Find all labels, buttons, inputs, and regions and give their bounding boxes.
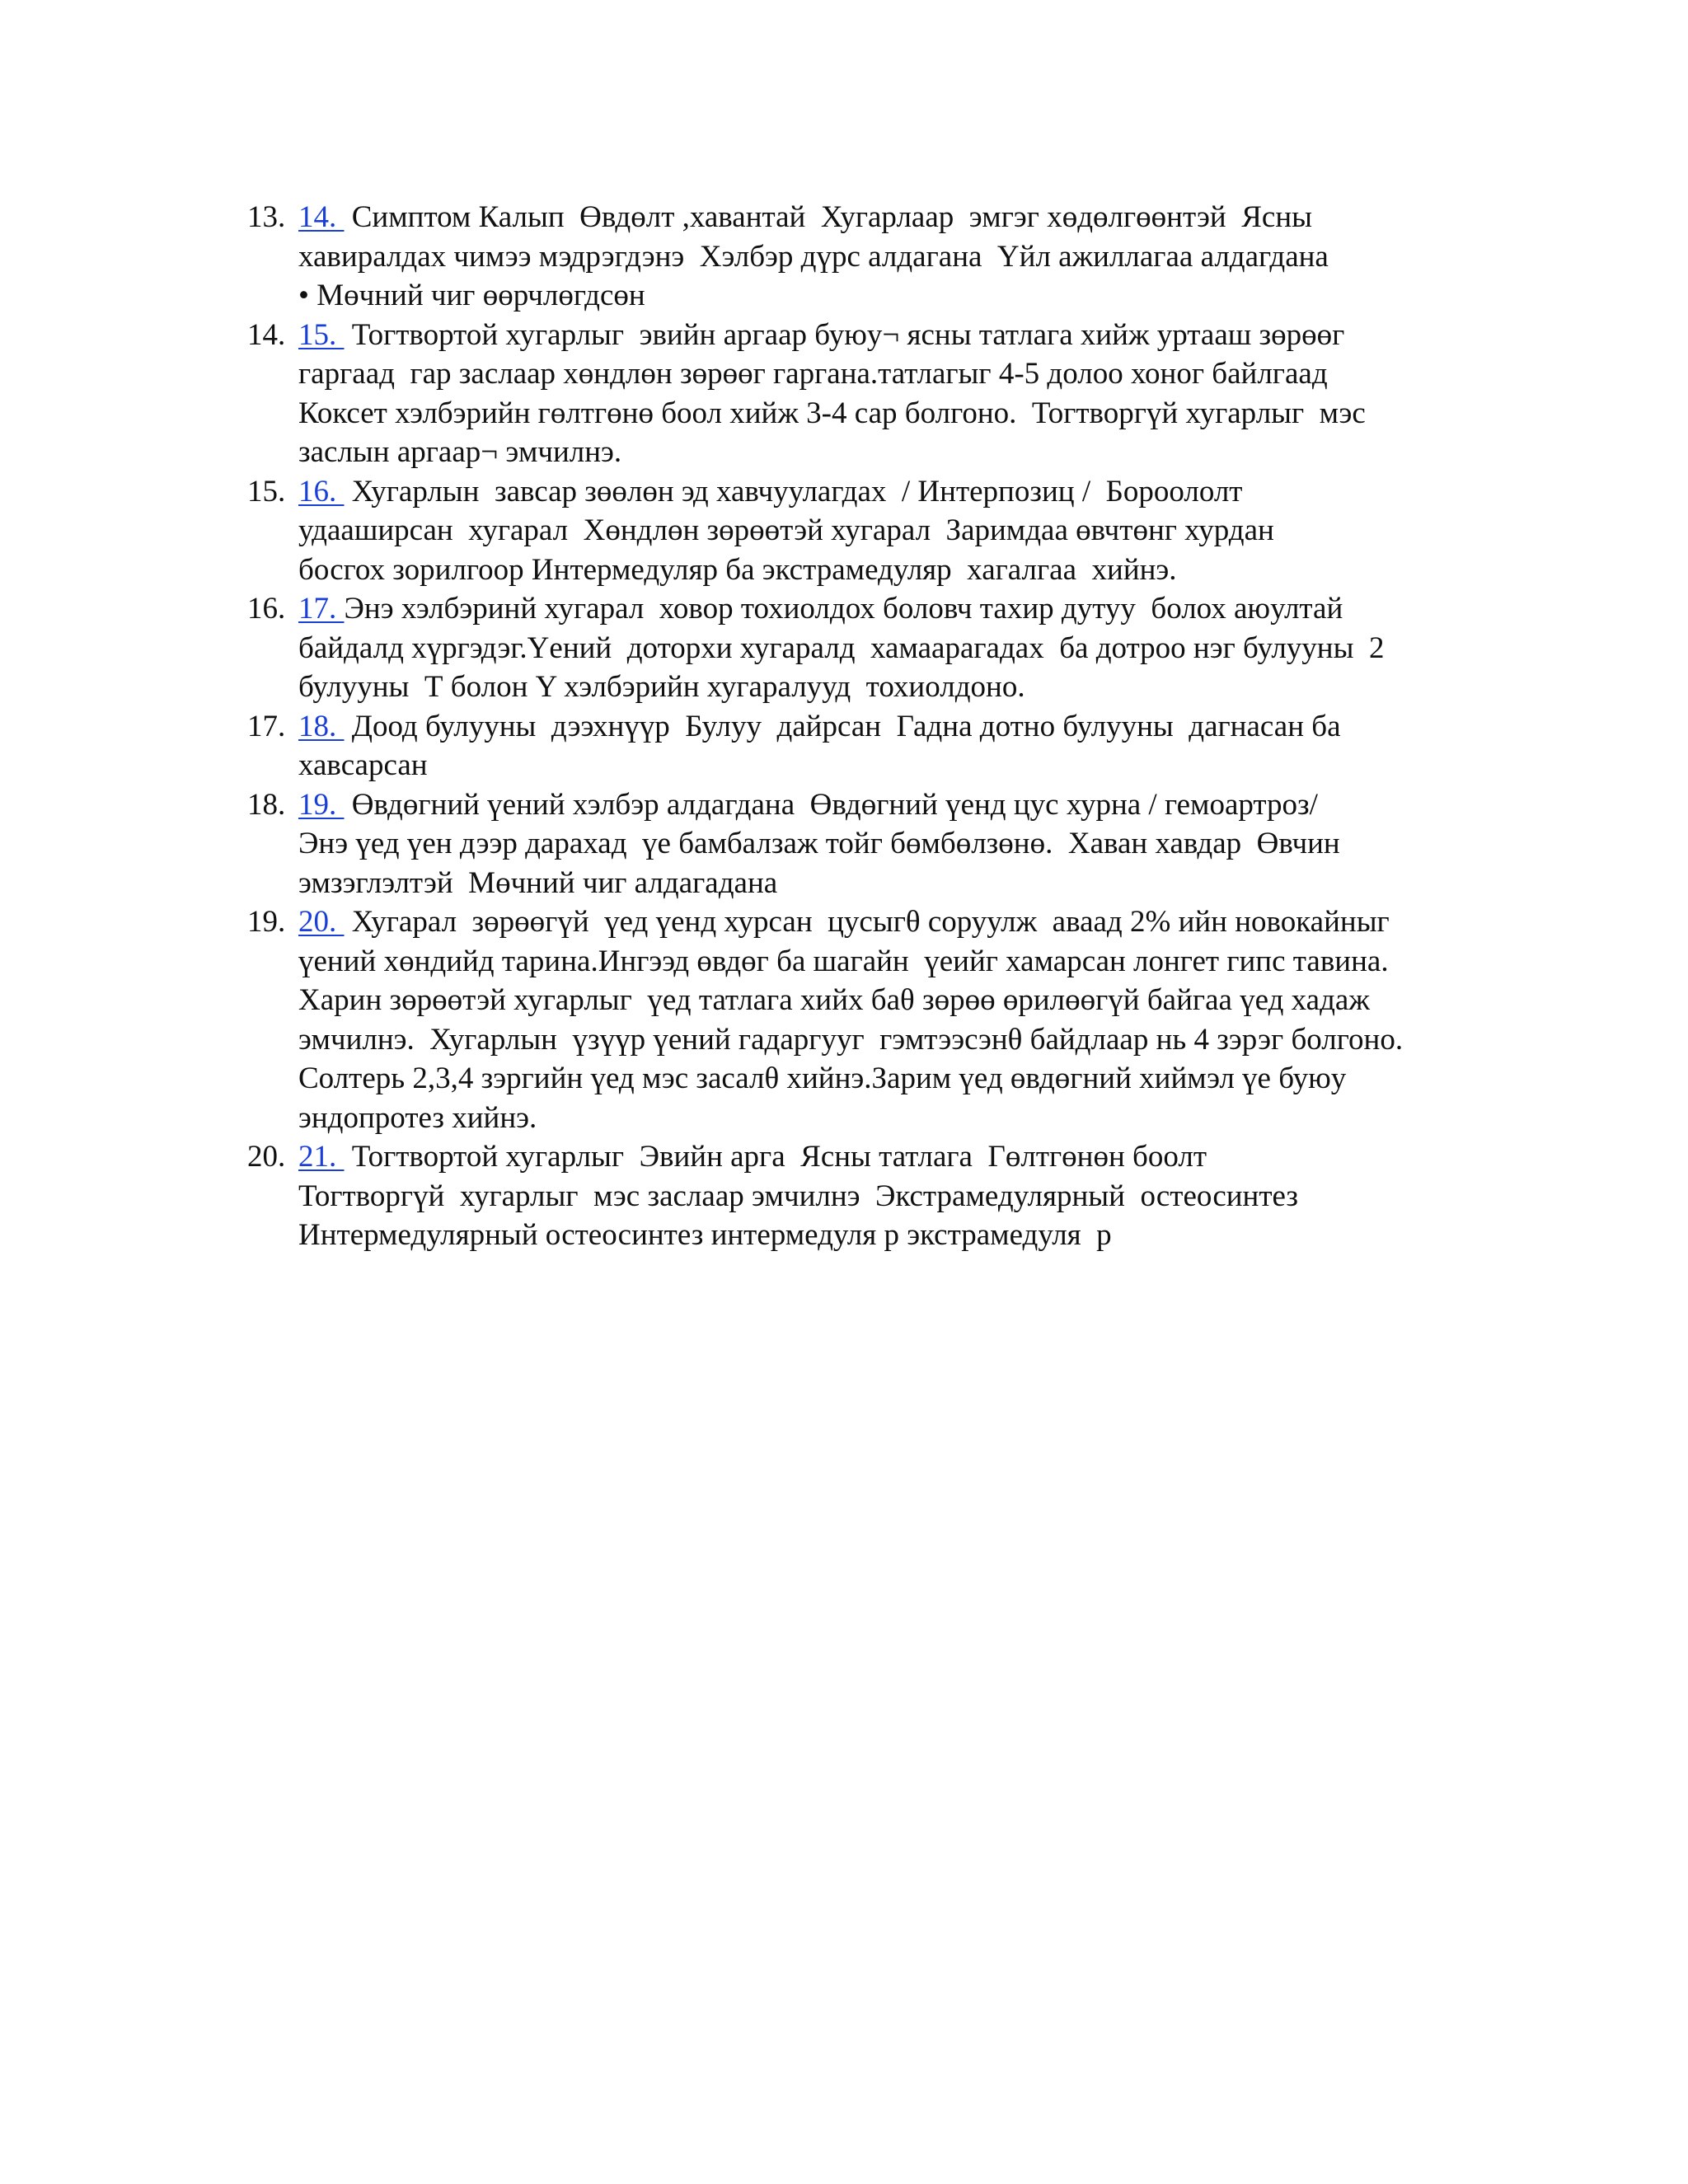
item-number: 14. <box>247 317 286 352</box>
reference-link[interactable]: 16. <box>298 474 345 509</box>
reference-link[interactable]: 21. <box>298 1140 345 1174</box>
numbered-list <box>247 198 1508 1255</box>
item-line: байдалд хүргэдэг.Үений доторхи хугаралд хамаарагадах ба дотроо нэг булууны 2 <box>298 630 1385 665</box>
item-line: Солтерь 2,3,4 зэргийн үед мэс засалθ хийнэ.Зарим үед өвдөгний хиймэл үе буюу <box>298 1062 1347 1095</box>
item-line: эмзэглэлтэй Мөчний чиг алдагадана <box>298 865 778 900</box>
item-line <box>298 1137 1508 1177</box>
item-line: Коксет хэлбэрийн гөлтгөнө боол хийж 3-4 сар болгоно. Тогтворгүй хугарлыг мэс <box>298 396 1366 430</box>
item-text: Хугарлын завсар зөөлөн эд хавчуулагдах / Интерпозиц / Бороололт <box>344 474 1243 509</box>
list-item <box>247 707 1508 785</box>
item-line: эндопротез хийнэ. <box>298 1100 537 1135</box>
list-item <box>247 198 1508 316</box>
item-line: үений хөндийд тарина.Ингээд өвдөг ба шагайн үеийг хамарсан лонгет гипс тавина. <box>298 944 1389 978</box>
item-line <box>298 902 1508 942</box>
item-content <box>298 589 1508 707</box>
reference-link[interactable]: 15. <box>298 317 345 352</box>
item-number: 19. <box>247 905 286 939</box>
item-line: Интермедулярный остеосинтез интермедуля р экстрамедуля р <box>298 1218 1112 1252</box>
item-content <box>298 785 1508 903</box>
list-item <box>247 472 1508 590</box>
item-number: 17. <box>247 709 286 743</box>
item-text: Доод булууны дээхнүүр Булуу дайрсан Гадна дотно булууны дагнасан ба <box>344 709 1341 743</box>
item-text: Тогтвортой хугарлыг Эвийн арга Ясны татлага Гөлтгөнөн боолт <box>344 1140 1207 1174</box>
item-line: Энэ үед үен дээр дарахад үе бамбалзаж тойг бөмбөлзөнө. Хаван хавдар Өвчин <box>298 827 1340 860</box>
item-text: Тогтвортой хугарлыг эвийн аргаар буюу¬ ясны татлага хийж уртааш зөрөөг <box>344 317 1345 352</box>
list-item <box>247 316 1508 472</box>
item-number: 16. <box>247 592 286 626</box>
item-number: 18. <box>247 787 286 822</box>
item-line: эмчилнэ. Хугарлын үзүүр үений гадаргууг гэмтээсэнθ байдлаар нь 4 зэрэг болгоно. <box>298 1022 1404 1057</box>
item-line: босгох зорилгоор Интермедуляр ба экстрамедуляр хагалгаа хийнэ. <box>298 552 1177 587</box>
item-line: удааширсан хугарал Хөндлөн зөрөөтэй хугарал Заримдаа өвчтөнг хурдан <box>298 513 1274 547</box>
item-text: Симптом Калып Өвдөлт ,хавантай Хугарлаар эмгэг хөдөлгөөнтэй Ясны <box>344 200 1312 234</box>
item-line: хавсарсан <box>298 748 428 782</box>
item-text: Хугарал зөрөөгүй үед үенд хурсан цусыгθ соруулж аваад 2% ийн новокайныг <box>344 905 1390 939</box>
item-line <box>298 785 1508 825</box>
item-number: 13. <box>247 200 286 234</box>
item-line <box>298 316 1508 355</box>
list-item <box>247 1137 1508 1255</box>
item-line: гаргаад гар заслаар хөндлөн зөрөөг гаргана.татлагыг 4-5 долоо хоног байлгаад <box>298 357 1328 391</box>
list-item <box>247 902 1508 1137</box>
item-line: Харин зөрөөтэй хугарлыг үед татлага хийх баθ зөрөө өрилөөгүй байгаа үед хадаж <box>298 983 1370 1017</box>
item-line: хавиралдах чимээ мэдрэгдэнэ Хэлбэр дүрс алдагана Үйл ажиллагаа алдагдана <box>298 239 1329 274</box>
item-content <box>298 1137 1508 1255</box>
item-content <box>298 902 1508 1137</box>
list-item <box>247 785 1508 903</box>
item-line: заслын аргаар¬ эмчилнэ. <box>298 435 622 469</box>
reference-link[interactable]: 17. <box>298 592 345 626</box>
reference-link[interactable]: 18. <box>298 709 345 743</box>
item-line: булууны Т болон Y хэлбэрийн хугаралууд тохиолдоно. <box>298 670 1025 704</box>
item-number: 15. <box>247 474 286 509</box>
item-number: 20. <box>247 1140 286 1174</box>
reference-link[interactable]: 20. <box>298 905 345 939</box>
item-line: • Мөчний чиг өөрчлөгдсөн <box>298 279 645 312</box>
item-content <box>298 707 1508 785</box>
item-content <box>298 316 1508 472</box>
item-line <box>298 472 1508 512</box>
item-line <box>298 707 1508 747</box>
item-text: Энэ хэлбэринй хугарал ховор тохиолдох боловч тахир дутуу болох аюултай <box>344 592 1343 626</box>
item-line <box>298 198 1508 237</box>
item-content <box>298 198 1508 316</box>
item-line: Тогтворгүй хугарлыг мэс заслаар эмчилнэ Экстрамедулярный остеосинтез <box>298 1179 1298 1213</box>
item-text: Өвдөгний үений хэлбэр алдагдана Өвдөгний үенд цус хурна / гемоартроз/ <box>344 787 1318 822</box>
reference-link[interactable]: 19. <box>298 787 345 822</box>
list-item <box>247 589 1508 707</box>
reference-link[interactable]: 14. <box>298 200 345 234</box>
item-line <box>298 589 1508 629</box>
item-content <box>298 472 1508 590</box>
